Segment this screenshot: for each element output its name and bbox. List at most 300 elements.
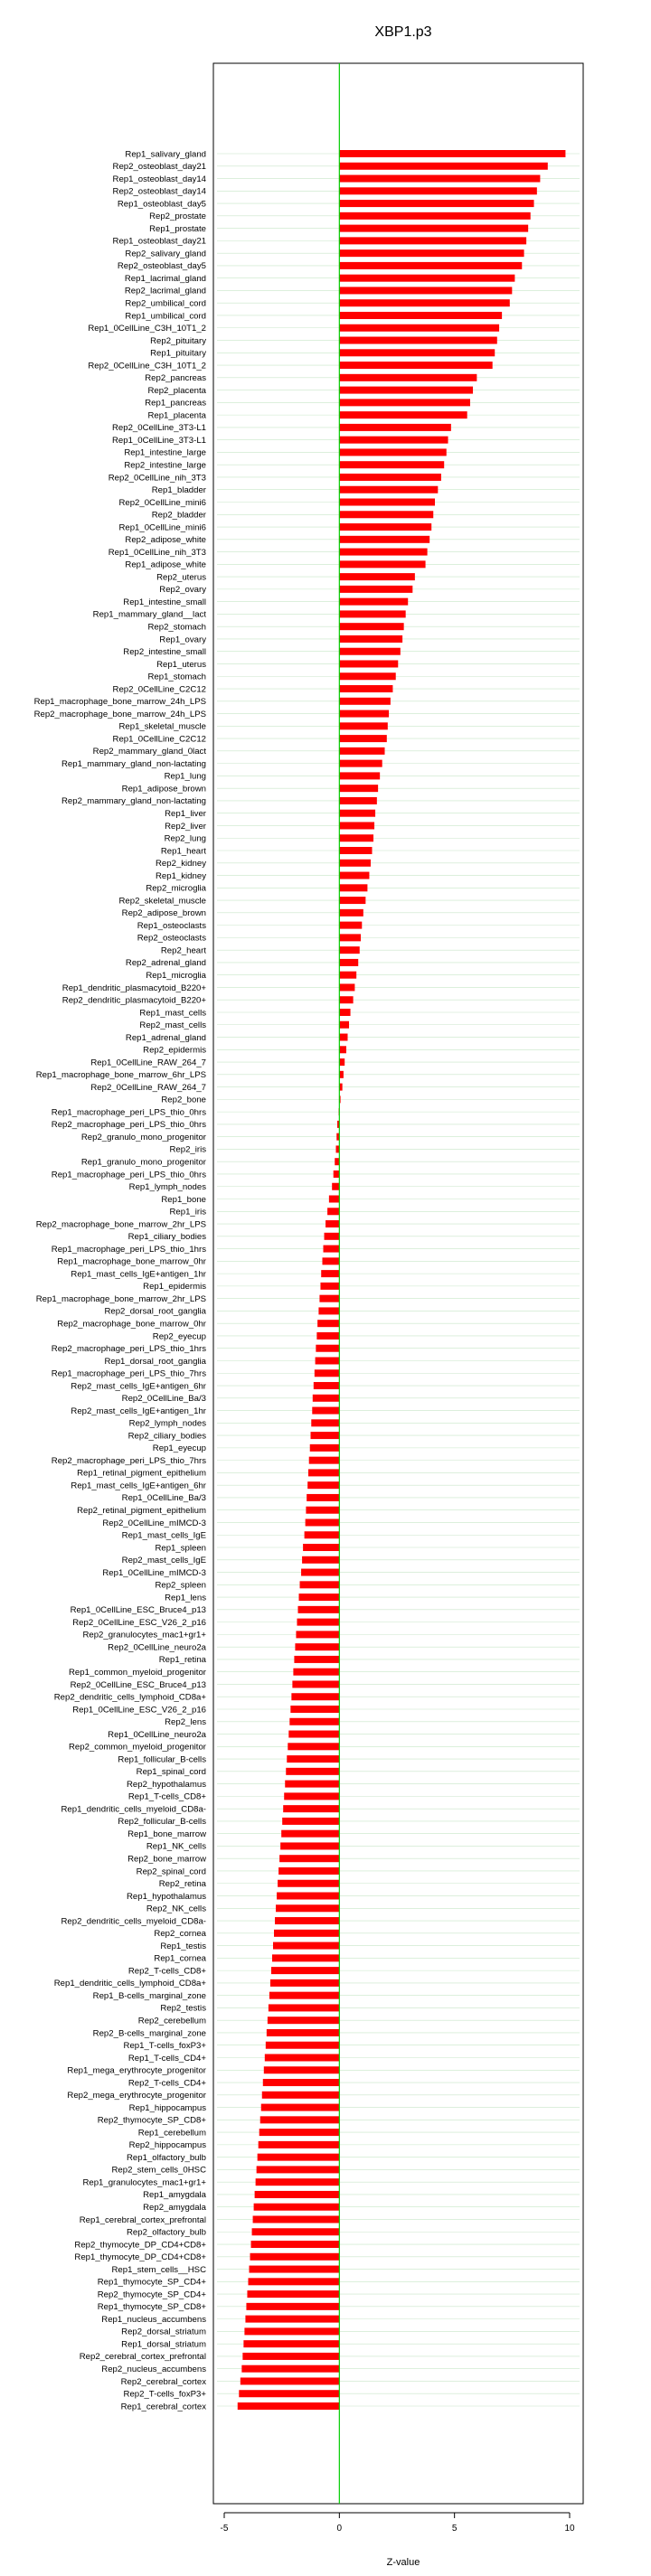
bar [339,586,412,593]
category-label: Rep2_mast_cells_IgE+antigen_1hr [71,1406,206,1416]
category-label: Rep2_0CellLine_C3H_10T1_2 [88,361,206,371]
bar [261,2104,340,2111]
bar [339,884,367,891]
category-label: Rep1_0CellLine_3T3-L1 [111,435,206,446]
category-label: Rep1_macrophage_peri_LPS_thio_7hrs [51,1368,206,1379]
bar [339,573,415,580]
category-label: Rep1_cerebral_cortex_prefrontal [79,2214,206,2225]
category-label: Rep2_adrenal_gland [125,958,206,969]
category-label: Rep2_dorsal_striatum [121,2327,206,2337]
bar [339,175,540,183]
bar [306,1507,339,1514]
category-label: Rep2_0CellLine_mini6 [118,497,206,508]
category-label: Rep2_intestine_small [123,647,206,658]
bar [292,1680,339,1688]
bar [295,1643,339,1650]
bar [339,437,448,444]
category-label: Rep1_adipose_brown [121,784,206,794]
category-label: Rep2_skeletal_muscle [118,896,206,907]
category-label: Rep1_macrophage_peri_LPS_thio_0hrs [51,1170,206,1180]
category-label: Rep1_adipose_white [125,559,206,570]
category-label: Rep1_macrophage_bone_marrow_6hr_LPS [35,1070,206,1081]
category-label: Rep2_retinal_pigment_epithelium [77,1506,206,1517]
category-label: Rep2_microglia [146,883,206,894]
bar [291,1693,339,1700]
category-label: Rep1_B-cells_marginal_zone [92,1990,206,2001]
category-label: Rep1_microglia [146,970,206,981]
category-label: Rep2_lens [165,1717,206,1728]
category-label: Rep1_liver [165,809,206,820]
bar [260,2116,340,2123]
bar [339,747,384,755]
category-label: Rep1_epidermis [143,1282,206,1293]
category-label: Rep1_dorsal_striatum [121,2339,206,2350]
bar [339,623,403,630]
bar [339,972,356,979]
category-label: Rep2_T-cells_CD4+ [127,2078,206,2089]
category-label: Rep2_uterus [156,572,206,583]
bar [272,1954,339,1961]
category-label: Rep1_bone [161,1194,206,1205]
bar [246,2303,339,2310]
bar [241,2365,339,2373]
bar [311,1432,340,1439]
category-label: Rep2_umbilical_cord [125,298,206,309]
bar [339,735,386,742]
bar [339,150,565,157]
bar [339,598,408,606]
bar [309,1457,340,1464]
bar [279,1855,339,1862]
bar [310,1444,340,1452]
bar [252,2228,340,2235]
category-label: Rep1_spinal_cord [136,1767,206,1778]
category-label: Rep1_intestine_large [124,447,206,458]
category-label: Rep1_ciliary_bodies [127,1232,206,1243]
bar [316,1332,339,1340]
category-label: Rep2_bone [161,1095,206,1105]
bar [339,872,369,879]
category-label: Rep1_mammary_gland_non-lactating [61,758,206,769]
category-label: Rep2_intestine_large [124,460,206,471]
bar [281,1830,339,1838]
x-axis-label: Z-value [386,2557,420,2568]
bar [280,1842,339,1849]
category-label: Rep2_eyecup [152,1331,206,1342]
bar [339,983,354,991]
category-label: Rep1_macrophage_peri_LPS_thio_0hrs [51,1107,206,1118]
category-label: Rep1_macrophage_bone_marrow_0hr [57,1256,206,1267]
bar [267,2029,339,2036]
bar [339,262,522,269]
category-label: Rep1_T-cells_foxP3+ [123,2041,206,2052]
category-label: Rep1_granulo_mono_progenitor [80,1157,206,1168]
bar [316,1357,340,1364]
category-label: Rep2_stem_cells_0HSC [111,2165,206,2176]
category-label: Rep1_prostate [149,223,206,234]
category-label: Rep2_hippocampus [128,2140,206,2151]
category-label: Rep2_heart [160,945,206,956]
bar [257,2166,340,2173]
category-label: Rep1_heart [160,846,206,857]
category-label: Rep2_0CellLine_Ba/3 [121,1394,206,1405]
bar [299,1594,340,1601]
x-tick-label: 10 [564,2524,575,2534]
bar [339,424,451,431]
bar [287,1755,339,1763]
category-label: Rep1_bladder [151,485,206,496]
bar [339,312,502,319]
bar [316,1345,339,1352]
bar [307,1481,339,1489]
bar [248,2278,339,2285]
bar [339,225,528,232]
category-label: Rep1_0CellLine_Ba/3 [121,1493,206,1504]
bar [329,1196,339,1203]
category-label: Rep1_adrenal_gland [125,1032,206,1043]
bar [339,275,514,282]
bar [339,1009,350,1016]
category-label: Rep1_0CellLine_C2C12 [112,734,206,745]
bar [250,2266,340,2273]
bar [278,1867,339,1875]
bar [339,163,547,170]
bar [301,1569,339,1576]
bar [339,860,371,867]
category-label: Rep1_thymocyte_SP_CD8+ [97,2302,206,2313]
bar [263,2079,340,2086]
bar [271,1967,339,1974]
bar [339,486,438,494]
bar [302,1556,339,1564]
bar [339,1058,344,1066]
bar [253,2215,340,2223]
bar [239,2390,339,2397]
bar [243,2340,339,2347]
category-label: Rep1_hypothalamus [126,1891,206,1902]
bar [339,549,427,556]
bar [339,822,374,829]
category-label: Rep2_follicular_B-cells [118,1817,206,1828]
category-label: Rep2_macrophage_bone_marrow_24h_LPS [33,709,206,719]
category-label: Rep1_kidney [155,870,206,881]
x-tick-label: 0 [336,2524,343,2534]
category-label: Rep1_dendritic_cells_lymphoid_CD8a+ [53,1979,206,1989]
category-label: Rep2_mammary_gland_0lact [92,747,206,757]
category-label: Rep2_dendritic_plasmacytoid_B220+ [61,995,206,1006]
category-label: Rep1_0CellLine_mini6 [118,522,206,533]
bar [339,212,530,220]
category-label: Rep2_0CellLine_ESC_Bruce4_p13 [70,1679,206,1690]
bar [339,810,375,817]
bar [339,996,353,1003]
bar [313,1395,340,1402]
bar [339,785,378,792]
category-label: Rep1_0CellLine_nih_3T3 [108,547,206,558]
category-labels [34,149,207,2411]
category-label: Rep2_spinal_cord [136,1866,206,1877]
bar [265,2054,340,2061]
bar [305,1531,340,1538]
category-label: Rep1_NK_cells [146,1841,206,1852]
bar [324,1246,340,1253]
bar [286,1768,339,1775]
category-label: Rep2_mast_cells [139,1020,206,1031]
category-label: Rep1_mast_cells_IgE+antigen_1hr [71,1269,206,1280]
category-label: Rep1_testis [160,1941,206,1951]
category-label: Rep2_salivary_gland [125,249,206,259]
category-label: Rep2_nucleus_accumbens [101,2364,206,2374]
category-label: Rep2_mast_cells_IgE+antigen_6hr [71,1381,206,1392]
bar [319,1295,339,1302]
bar [315,1369,340,1377]
category-label: Rep2_mega_erythrocyte_progenitor [67,2091,206,2101]
bar [339,287,512,294]
bar [339,909,363,917]
category-label: Rep2_lacrimal_gland [124,286,206,296]
bar [269,1992,339,1999]
category-label: Rep1_mast_cells_IgE+antigen_6hr [71,1481,206,1491]
x-tick-label: 5 [451,2524,458,2534]
bar [275,1917,339,1924]
bar [259,2141,340,2148]
bar [245,2316,339,2323]
category-label: Rep1_osteoclasts [137,920,206,931]
bar [273,1942,339,1950]
category-label: Rep2_macrophage_bone_marrow_2hr_LPS [35,1219,206,1230]
category-label: Rep2_testis [160,2003,206,2014]
bar [339,760,382,767]
bar [300,1581,340,1588]
bar [311,1419,339,1426]
category-label: Rep2_0CellLine_mIMCD-3 [102,1518,206,1528]
bar [325,1233,340,1240]
bar [327,1208,339,1215]
bar [339,672,395,680]
category-label: Rep2_osteoblast_day21 [112,162,206,173]
category-label: Rep2_mammary_gland_non-lactating [61,796,206,807]
category-label: Rep1_lung [164,771,206,782]
category-label: Rep1_stem_cells__HSC [111,2264,206,2275]
bar [339,685,392,692]
bar [339,1021,349,1029]
category-label: Rep2_0CellLine_RAW_264_7 [90,1082,206,1093]
category-label: Rep2_prostate [149,212,206,222]
category-label: Rep1_mast_cells [139,1008,206,1019]
bar [339,772,380,779]
category-label: Rep1_0CellLine_RAW_264_7 [90,1058,206,1068]
category-label: Rep1_lacrimal_gland [124,273,206,284]
category-label: Rep1_iris [169,1207,206,1217]
category-label: Rep1_cerebral_cortex [120,2402,206,2412]
bar [256,2178,340,2186]
bar [297,1606,339,1613]
category-label: Rep1_pancreas [145,398,206,409]
category-label: Rep1_salivary_gland [125,149,206,160]
bar [283,1805,339,1812]
bar [269,2004,339,2011]
bar [326,1220,339,1227]
category-label: Rep1_lymph_nodes [128,1182,206,1193]
category-label: Rep2_mast_cells_IgE [121,1556,206,1566]
category-label: Rep1_amygdala [143,2190,206,2201]
category-label: Rep2_T-cells_CD8+ [127,1966,206,1977]
bar [293,1669,339,1676]
bar [339,387,473,394]
category-label: Rep1_0CellLine_ESC_Bruce4_p13 [70,1605,206,1616]
bar [308,1469,339,1476]
bar [339,722,387,729]
category-label: Rep2_adipose_brown [121,908,206,919]
category-label: Rep2_placenta [147,385,206,396]
category-label: Rep1_retinal_pigment_epithelium [77,1468,206,1479]
bar [339,349,495,356]
category-label: Rep2_cerebellum [137,2016,206,2026]
category-label: Rep2_dendritic_cells_myeloid_CD8a- [61,1916,206,1927]
bar [339,1071,344,1078]
category-label: Rep2_macrophage_bone_marrow_0hr [57,1319,206,1330]
bar [259,2129,340,2136]
bar [339,399,470,406]
bar [244,2327,339,2335]
bar [339,200,533,207]
bar [307,1494,339,1501]
bar [339,523,431,531]
bar [334,1170,340,1178]
x-axis [221,2513,575,2534]
category-label: Rep2_pancreas [145,373,206,384]
bar [339,610,405,617]
bar [339,237,526,244]
bar [262,2092,340,2099]
category-label: Rep2_kidney [155,859,206,870]
category-label: Rep2_0CellLine_nih_3T3 [108,473,206,484]
category-label: Rep1_thymocyte_SP_CD4+ [97,2277,206,2288]
category-label: Rep2_cornea [154,1929,206,1940]
bar [339,1046,346,1053]
category-label: Rep2_common_myeloid_progenitor [69,1742,206,1753]
bar [288,1743,339,1750]
category-label: Rep1_granulocytes_mac1+gr1+ [82,2177,206,2188]
bar [284,1792,339,1800]
category-label: Rep2_thymocyte_SP_CD4+ [97,2289,206,2300]
category-label: Rep2_0CellLine_3T3-L1 [111,423,206,434]
category-label: Rep2_NK_cells [146,1904,206,1914]
bar [339,411,467,418]
category-label: Rep1_mammary_gland__lact [92,609,206,620]
category-label: Rep1_eyecup [152,1443,206,1454]
category-label: Rep2_adipose_white [125,535,206,546]
bar [270,1979,339,1987]
bar [339,922,362,929]
category-label: Rep1_skeletal_muscle [118,721,206,732]
category-label: Rep2_hypothalamus [126,1779,206,1790]
bar [266,2042,339,2049]
category-label: Rep2_ovary [159,585,206,596]
bar [339,897,365,904]
category-label: Rep1_placenta [147,410,206,421]
bar [288,1731,339,1738]
category-label: Rep1_osteoblast_day21 [112,236,206,247]
category-label: Rep2_iris [169,1144,206,1155]
category-label: Rep1_mast_cells_IgE [121,1530,206,1541]
category-label: Rep1_common_myeloid_progenitor [69,1667,206,1678]
category-label: Rep2_bone_marrow [127,1854,206,1865]
category-label: Rep1_macrophage_bone_marrow_24h_LPS [33,697,206,708]
bar [251,2241,340,2248]
bar [339,299,509,306]
bar [278,1880,339,1887]
category-label: Rep2_olfactory_bulb [126,2227,206,2238]
bar [339,499,435,506]
bar [296,1631,339,1638]
category-label: Rep1_0CellLine_neuro2a [108,1729,206,1740]
chart-title: XBP1.p3 [374,24,432,40]
category-label: Rep1_nucleus_accumbens [101,2314,206,2325]
category-label: Rep2_0CellLine_C2C12 [112,684,206,695]
category-label: Rep2_bladder [151,510,206,521]
bar [339,474,441,481]
category-label: Rep2_retina [158,1879,206,1890]
bar [339,461,444,468]
category-label: Rep2_lymph_nodes [128,1418,206,1429]
bar [268,2017,339,2024]
category-label: Rep2_thymocyte_DP_CD4+CD8+ [74,2240,206,2251]
category-label: Rep2_thymocyte_SP_CD8+ [97,2115,206,2126]
category-label: Rep1_umbilical_cord [125,311,206,322]
category-label: Rep1_0CellLine_mIMCD-3 [102,1567,206,1578]
category-label: Rep1_follicular_B-cells [118,1754,206,1765]
bar [314,1382,340,1389]
bar [339,710,389,718]
category-label: Rep1_olfactory_bulb [126,2152,206,2163]
bar [339,946,359,954]
bar [318,1307,339,1314]
category-label: Rep1_T-cells_CD4+ [127,2053,206,2064]
bar [250,2253,340,2261]
bar [335,1158,339,1165]
bar [339,660,398,667]
category-label: Rep1_macrophage_bone_marrow_2hr_LPS [35,1293,206,1304]
category-label: Rep2_pituitary [150,335,206,346]
category-label: Rep2_granulo_mono_progenitor [80,1132,206,1142]
bar [339,362,492,369]
bar [339,834,373,841]
category-label: Rep1_bone_marrow [127,1829,206,1839]
bar [306,1518,340,1526]
bar [285,1781,339,1788]
bar [339,374,476,381]
category-label: Rep2_cerebral_cortex [120,2376,206,2387]
bar [238,2402,340,2410]
bar [339,337,496,344]
category-label: Rep2_0CellLine_ESC_V26_2_p16 [72,1617,206,1628]
category-label: Rep1_T-cells_CD8+ [127,1791,206,1802]
bar [339,797,377,804]
category-label: Rep2_macrophage_peri_LPS_thio_1hrs [51,1344,206,1355]
bar [274,1930,339,1937]
bar [247,2290,339,2298]
category-label: Rep1_osteoblast_day5 [117,199,206,210]
bar [289,1718,339,1725]
bar [320,1283,339,1290]
category-label: Rep2_0CellLine_neuro2a [108,1642,206,1653]
category-label: Rep2_granulocytes_mac1+gr1+ [82,1630,206,1641]
bar [339,536,429,543]
category-label: Rep2_ciliary_bodies [127,1431,206,1442]
bar [339,934,361,941]
bar [339,560,425,568]
